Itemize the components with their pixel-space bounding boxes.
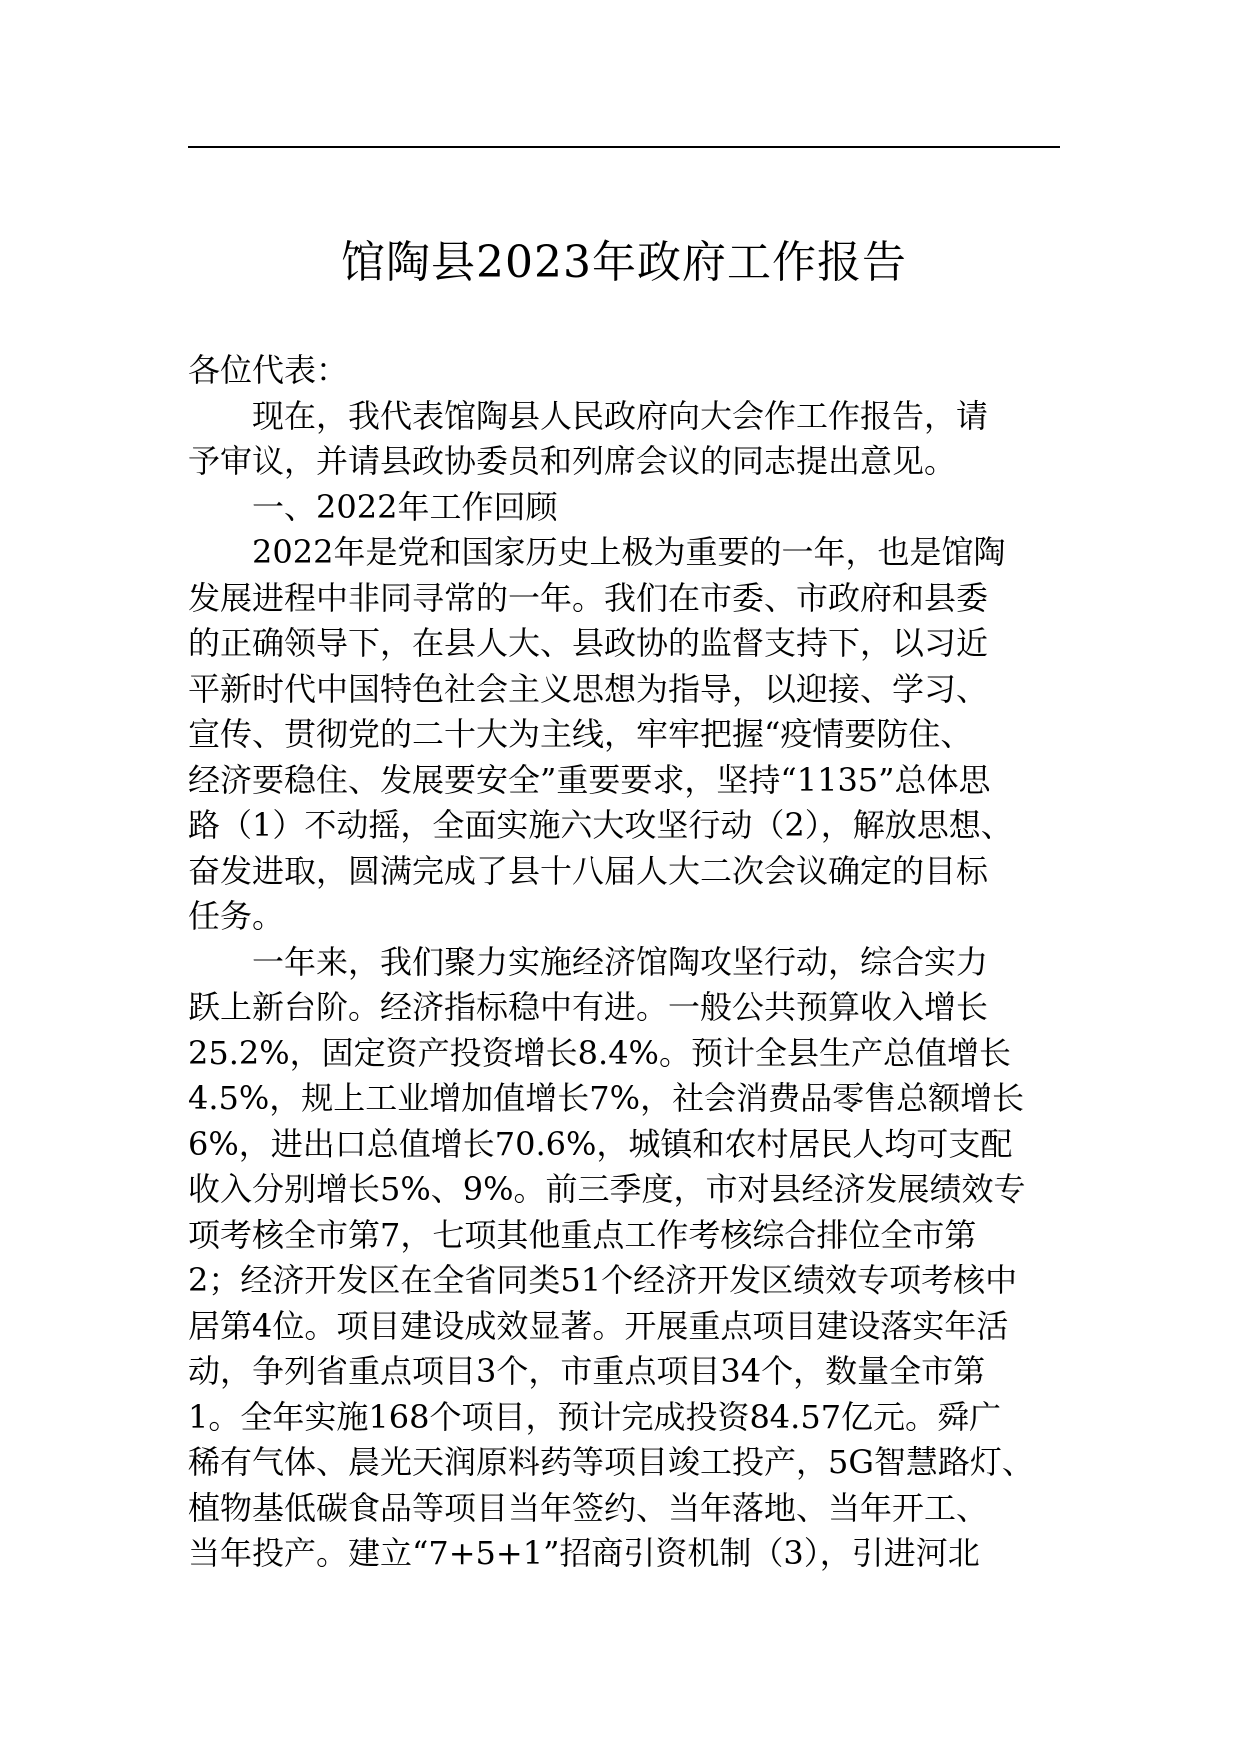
body-line: 的正确领导下，在县人大、县政协的监督支持下，以习近	[188, 624, 989, 662]
body-line: 平新时代中国特色社会主义思想为指导，以迎接、学习、	[188, 669, 989, 708]
body-line: 任务。	[188, 897, 285, 935]
body-line: 路（1）不动摇，全面实施六大攻坚行动（2），解放思想、	[188, 806, 1013, 844]
body-line: 予审议，并请县政协委员和列席会议的同志提出意见。	[188, 442, 957, 480]
body-line: 植物基低碳食品等项目当年签约、当年落地、当年开工、	[188, 1488, 989, 1527]
body-line: 2022年是党和国家历史上极为重要的一年，也是馆陶	[252, 533, 1006, 571]
body-line: 稀有气体、晨光天润原料药等项目竣工投产，5G智慧路灯、	[188, 1443, 1034, 1481]
body-line: 动，争列省重点项目3个，市重点项目34个，数量全市第	[188, 1352, 986, 1390]
body-line: 收入分别增长5%、9%。前三季度，市对县经济发展绩效专	[188, 1170, 1026, 1208]
body-line: 宣传、贯彻党的二十大为主线，牢牢把握“疫情要防住、	[188, 715, 973, 753]
body-line: 奋发进取，圆满完成了县十八届人大二次会议确定的目标	[188, 851, 989, 890]
document-body	[188, 348, 1060, 1577]
body-line: 经济要稳住、发展要安全”重要要求，坚持“1135”总体思	[188, 760, 991, 799]
body-line: 项考核全市第7，七项其他重点工作考核综合排位全市第	[188, 1215, 977, 1254]
body-line: 6%，进出口总值增长70.6%，城镇和农村居民人均可支配	[188, 1124, 1013, 1163]
body-line: 发展进程中非同寻常的一年。我们在市委、市政府和县委	[188, 578, 989, 617]
body-line: 一、2022年工作回顾	[252, 487, 558, 526]
body-line: 现在，我代表馆陶县人民政府向大会作工作报告，请	[252, 396, 989, 435]
body-line: 25.2%，固定资产投资增长8.4%。预计全县生产总值增长	[188, 1033, 1011, 1072]
body-line: 2；经济开发区在全省同类51个经济开发区绩效专项考核中	[188, 1261, 1018, 1299]
body-line: 各位代表：	[188, 351, 349, 389]
document-title: 馆陶县2023年政府工作报告	[341, 237, 907, 288]
body-line: 跃上新台阶。经济指标稳中有进。一般公共预算收入增长	[188, 988, 989, 1026]
header-rule	[188, 146, 1060, 148]
body-line: 当年投产。建立“7+5+1”招商引资机制（3），引进河北	[188, 1534, 980, 1572]
body-line: 4.5%，规上工业增加值增长7%，社会消费品零售总额增长	[188, 1079, 1025, 1117]
body-line: 居第4位。项目建设成效显著。开展重点项目建设落实年活	[188, 1306, 1009, 1345]
body-line: 一年来，我们聚力实施经济馆陶攻坚行动，综合实力	[252, 942, 989, 981]
body-line: 1。全年实施168个项目，预计完成投资84.57亿元。舜广	[188, 1397, 1002, 1436]
